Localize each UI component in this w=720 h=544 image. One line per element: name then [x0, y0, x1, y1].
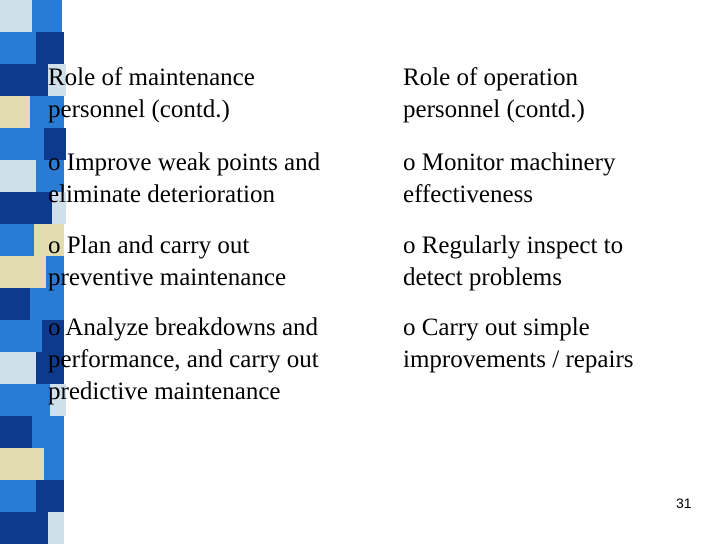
- strip-tile: [0, 256, 46, 288]
- strip-tile: [0, 384, 50, 416]
- strip-tile: [0, 448, 44, 480]
- strip-tile: [32, 416, 64, 448]
- strip-tile: [0, 192, 52, 224]
- strip-tile: [0, 512, 48, 544]
- strip-tile: [36, 480, 64, 512]
- strip-tile: [0, 160, 36, 192]
- strip-tile: [0, 96, 30, 128]
- operation-role-item: o Monitor machinery effectiveness: [403, 149, 616, 208]
- maintenance-role-item: o Improve weak points and eliminate deterioration: [48, 149, 321, 208]
- strip-tile: [0, 480, 36, 512]
- strip-tile: [48, 512, 64, 544]
- strip-tile: [36, 32, 64, 64]
- operation-role-item: o Regularly inspect to detect problems: [403, 232, 624, 291]
- operation-column-header: Role of operation personnel (contd.): [403, 64, 585, 123]
- maintenance-column-header: Role of maintenance personnel (contd.): [48, 64, 255, 123]
- strip-tile: [0, 352, 36, 384]
- strip-tile: [0, 224, 34, 256]
- strip-tile: [44, 448, 64, 480]
- strip-tile: [0, 288, 30, 320]
- strip-tile: [0, 416, 32, 448]
- strip-tile: [32, 0, 62, 32]
- operation-role-item: o Carry out simple improvements / repairs: [403, 314, 634, 373]
- page-number: 31: [676, 495, 692, 511]
- strip-tile: [0, 128, 44, 160]
- strip-tile: [0, 32, 36, 64]
- maintenance-role-item: o Analyze breakdowns and performance, and carry out predictive maintenance: [48, 314, 319, 405]
- strip-tile: [0, 64, 48, 96]
- strip-tile: [0, 320, 42, 352]
- maintenance-role-item: o Plan and carry out preventive maintenance: [48, 232, 287, 291]
